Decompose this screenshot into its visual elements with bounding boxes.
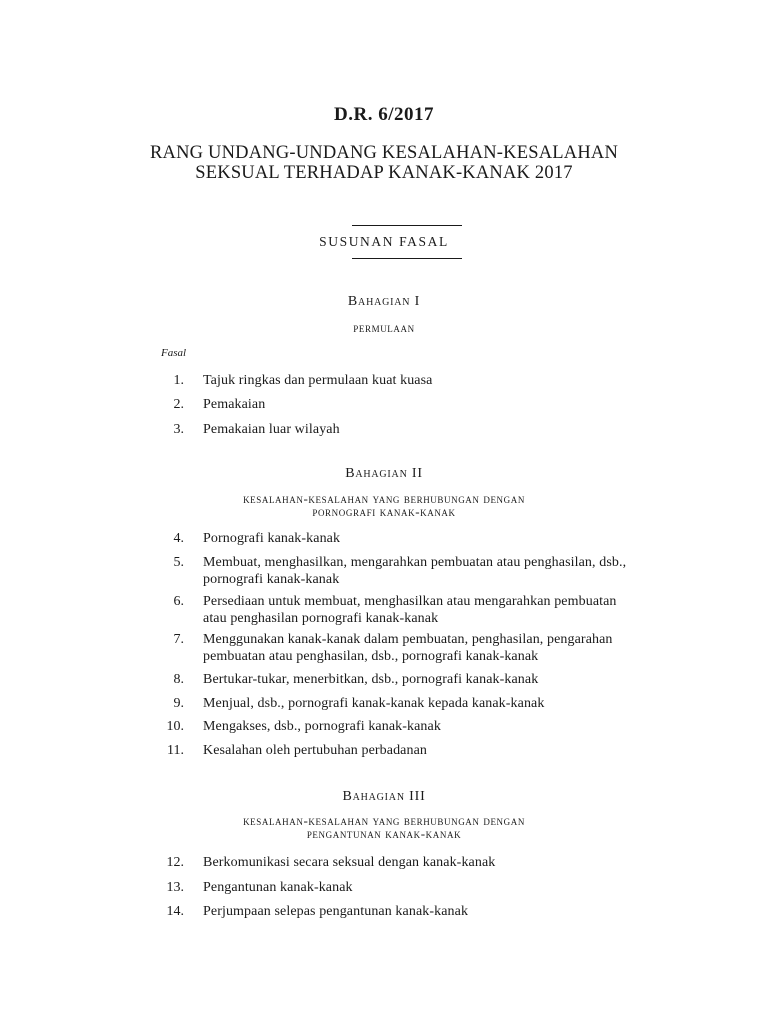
toc-item-title (203, 555, 673, 588)
toc-item-title: Tajuk ringkas dan permulaan kuat kuasa (203, 373, 433, 388)
heading-rule-bottom (352, 258, 462, 259)
toc-item-number: 3. (173, 422, 184, 437)
toc-item-number: 13. (166, 880, 184, 895)
bill-title-line-2: SEKSUAL TERHADAP KANAK-KANAK 2017 (195, 163, 573, 183)
toc-item-title: Bertukar-tukar, menerbitkan, dsb., pornografi kanak-kanak (203, 672, 539, 687)
part-2-subtitle (0, 492, 768, 518)
toc-item-number: 10. (166, 719, 184, 734)
toc-item-title (203, 594, 673, 627)
toc-item-number: 2. (173, 397, 184, 412)
toc-item-number: 6. (173, 594, 184, 609)
toc-item-number: 7. (173, 632, 184, 647)
toc-item-title-line-1: Persediaan untuk membuat, menghasilkan atau mengarahkan pembuatan (203, 594, 617, 609)
toc-item-title: Pengantunan kanak-kanak (203, 880, 353, 895)
toc-item-title: Pemakaian luar wilayah (203, 422, 340, 437)
toc-item-title: Kesalahan oleh pertubuhan perbadanan (203, 743, 428, 758)
toc-item-title: Mengakses, dsb., pornografi kanak-kanak (203, 719, 441, 734)
toc-item-number: 8. (173, 672, 184, 687)
fasal-label: Fasal (161, 347, 187, 359)
bill-title (0, 143, 768, 183)
toc-item-number: 14. (166, 904, 184, 919)
toc-item-title: Berkomunikasi secara seksual dengan kanak-kanak (203, 855, 496, 870)
toc-item-title: Perjumpaan selepas pengantunan kanak-kanak (203, 904, 469, 919)
toc-heading: SUSUNAN FASAL (319, 234, 449, 249)
toc-item-number: 11. (167, 743, 184, 758)
toc-item-title-line-2: atau penghasilan pornografi kanak-kanak (203, 610, 439, 626)
toc-item-title: Pornografi kanak-kanak (203, 531, 341, 546)
part-3-heading: Bahagian III (342, 789, 426, 804)
toc-item-title-line-2: pornografi kanak-kanak (203, 571, 340, 587)
toc-item-title-line-1: Menggunakan kanak-kanak dalam pembuatan, penghasilan, pengarahan (203, 632, 613, 647)
toc-item-number: 5. (173, 555, 184, 570)
part-2-subtitle-line-1: kesalahan-kesalahan yang berhubungan dengan (243, 491, 525, 506)
part-2-subtitle-line-2: pornografi kanak-kanak (312, 504, 456, 519)
toc-item-title: Menjual, dsb., pornografi kanak-kanak kepada kanak-kanak (203, 696, 545, 711)
part-1-subtitle: permulaan (353, 320, 415, 335)
part-3-subtitle (0, 814, 768, 840)
bill-title-line-1: RANG UNDANG-UNDANG KESALAHAN-KESALAHAN (149, 143, 618, 163)
part-3-subtitle-line-1: kesalahan-kesalahan yang berhubungan dengan (243, 813, 525, 828)
toc-item-number: 1. (173, 373, 184, 388)
heading-rule-top (352, 225, 462, 226)
toc-item-title-line-2: pembuatan atau penghasilan, dsb., pornografi kanak-kanak (203, 648, 539, 664)
toc-item-title-line-1: Membuat, menghasilkan, mengarahkan pembuatan atau penghasilan, dsb., (203, 555, 627, 570)
toc-item-number: 12. (166, 855, 184, 870)
bill-number: D.R. 6/2017 (334, 104, 434, 125)
toc-item-title (203, 632, 673, 665)
part-1-heading: Bahagian I (347, 294, 421, 309)
part-2-heading: Bahagian II (345, 466, 423, 481)
part-3-subtitle-line-2: pengantunan kanak-kanak (306, 826, 462, 841)
toc-item-number: 9. (173, 696, 184, 711)
toc-item-title: Pemakaian (203, 397, 266, 412)
toc-item-number: 4. (173, 531, 184, 546)
